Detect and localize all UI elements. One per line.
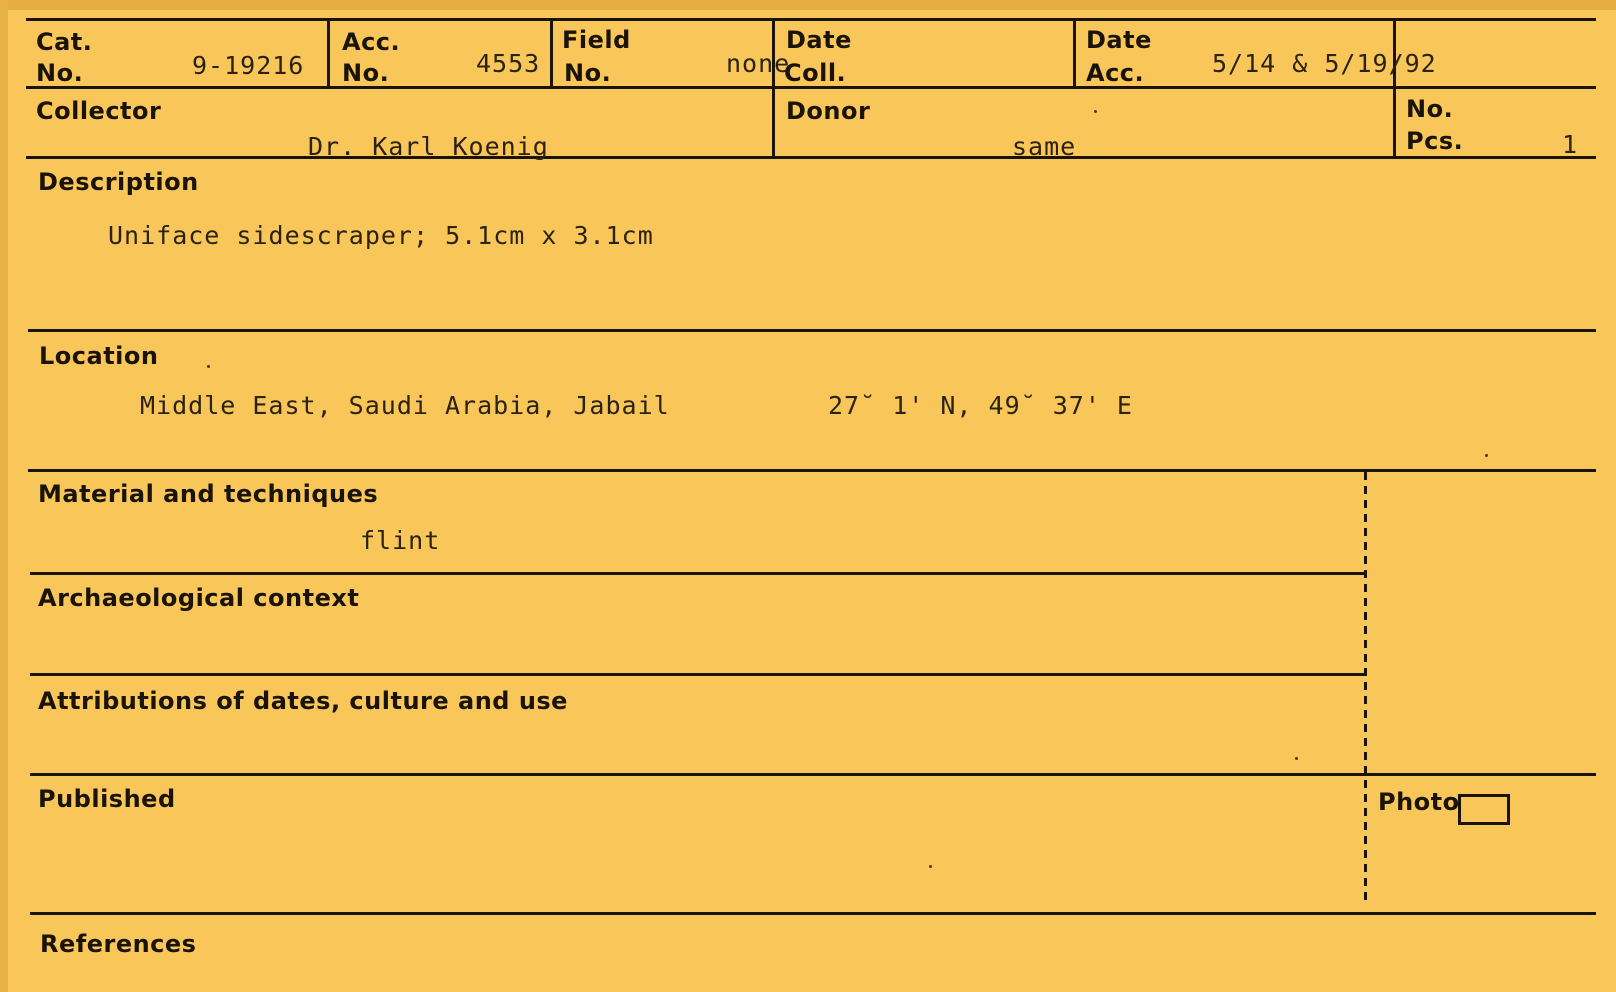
divider-date-acc (1073, 18, 1076, 88)
references-label: References (40, 930, 197, 958)
field-no-label-2: No. (564, 59, 612, 87)
collector-value: Dr. Karl Koenig (308, 132, 549, 161)
no-pcs-label-1: No. (1406, 95, 1454, 123)
location-coords: 27˘ 1' N, 49˘ 37' E (828, 391, 1133, 420)
date-acc-label-1: Date (1086, 26, 1152, 54)
field-no-value: none (726, 49, 791, 78)
cat-no-label-1: Cat. (36, 28, 93, 56)
material-value: flint (360, 526, 441, 555)
published-label: Published (38, 785, 176, 813)
no-pcs-label-2: Pcs. (1406, 127, 1464, 155)
speck (1094, 110, 1097, 113)
speck (929, 865, 932, 868)
rule-top (26, 18, 1596, 21)
location-place: Middle East, Saudi Arabia, Jabail (140, 391, 670, 420)
speck (207, 365, 210, 368)
archaeological-context-label: Archaeological context (38, 584, 360, 612)
photo-checkbox[interactable] (1458, 794, 1510, 825)
divider-acc-field (550, 18, 553, 88)
cat-no-value: 9-19216 (192, 51, 305, 80)
rule-location-bottom (28, 469, 1596, 472)
rule-collector-bottom (26, 156, 1596, 159)
cat-no-label-2: No. (36, 59, 84, 87)
rule-description-bottom (28, 329, 1596, 332)
card-top-edge (0, 0, 1616, 10)
donor-value: same (1012, 132, 1077, 161)
description-value: Uniface sidescraper; 5.1cm x 3.1cm (108, 221, 654, 250)
material-label: Material and techniques (38, 480, 379, 508)
speck (1485, 454, 1488, 457)
divider-acc-extra (1393, 18, 1396, 158)
card-left-edge (0, 0, 8, 992)
divider-cat-acc (327, 18, 330, 88)
rule-attributions-bottom (30, 773, 1596, 776)
photo-column-divider (1364, 472, 1367, 904)
rule-archaeological-bottom (30, 673, 1366, 676)
field-no-label-1: Field (562, 26, 631, 54)
photo-label: Photo (1378, 788, 1460, 816)
date-acc-label-2: Acc. (1086, 59, 1145, 87)
date-acc-value: 5/14 & 5/19/92 (1212, 49, 1437, 78)
donor-label: Donor (786, 97, 871, 125)
collector-label: Collector (36, 97, 162, 125)
rule-material-bottom (30, 572, 1364, 575)
description-label: Description (38, 168, 199, 196)
rule-published-bottom (30, 912, 1596, 915)
no-pcs-value: 1 (1562, 130, 1579, 159)
location-label: Location (39, 342, 159, 370)
speck (1295, 757, 1298, 760)
divider-field-date (772, 18, 775, 158)
acc-no-value: 4553 (476, 49, 541, 78)
acc-no-label-2: No. (342, 59, 390, 87)
acc-no-label-1: Acc. (342, 28, 401, 56)
date-coll-label-2: Coll. (784, 59, 847, 87)
date-coll-label-1: Date (786, 26, 852, 54)
attributions-label: Attributions of dates, culture and use (38, 687, 568, 715)
